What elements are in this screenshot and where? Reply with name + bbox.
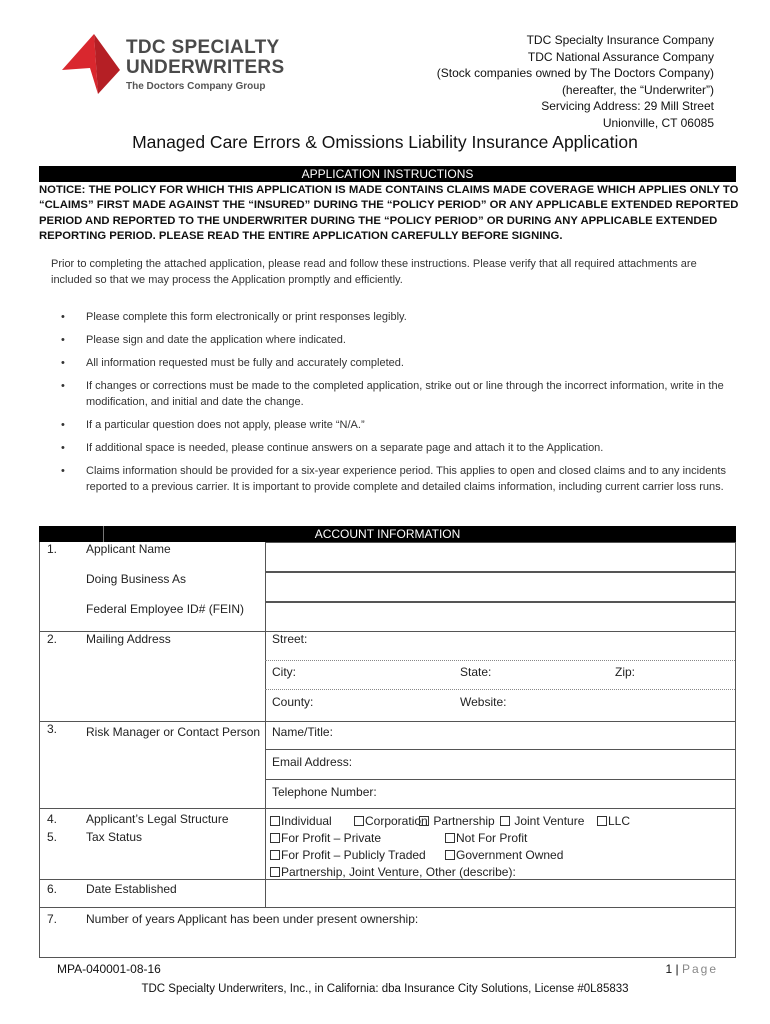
account-information-section — [39, 526, 736, 958]
field-divider — [265, 779, 735, 780]
telephone-number-field[interactable]: Telephone Number: — [272, 785, 377, 799]
corporation-checkbox[interactable]: Corporation — [354, 814, 428, 828]
applicant-name-label: Applicant Name — [86, 542, 171, 556]
instructions-heading-bar: APPLICATION INSTRUCTIONS — [39, 166, 736, 182]
not-for-profit-checkbox[interactable]: Not For Profit — [445, 831, 527, 845]
bullet-icon: • — [61, 442, 65, 454]
mailing-address-label: Mailing Address — [86, 632, 171, 646]
checkbox-icon — [597, 816, 607, 826]
checkbox-icon — [354, 816, 364, 826]
bullet-icon: • — [61, 334, 65, 346]
header-line: (Stock companies owned by The Doctors Company) — [436, 66, 714, 80]
partnership-checkbox[interactable]: Partnership — [419, 814, 495, 828]
header-line: (hereafter, the “Underwriter”) — [561, 82, 714, 97]
list-item: • If a particular question does not apply, please write “N/A.” — [61, 419, 365, 431]
joint-venture-checkbox[interactable]: Joint Venture — [500, 814, 584, 828]
account-information-heading-bar — [39, 526, 736, 542]
row-divider — [39, 721, 736, 722]
checkbox-icon — [419, 816, 429, 826]
street-field[interactable]: Street: — [272, 632, 308, 646]
license-statement: TDC Specialty Underwriters, Inc., in California: dba Insurance City Solutions, License #0L85833 — [141, 983, 629, 995]
contact-person-label: Risk Manager or Contact Person — [86, 725, 261, 739]
list-item: • Please complete this form electronically or print responses legibly. — [61, 311, 407, 323]
table-border-bottom — [39, 957, 736, 958]
other-structure-checkbox[interactable]: Partnership, Joint Venture, Other (describe): — [270, 865, 516, 879]
list-item: • Claims information should be provided for a six-year experience period. This applies to open and closed claims and to any incidents reported to a previous carrier. It is important to provide complete and detailed claims information, including current carrier loss runs. — [61, 465, 726, 493]
company-logo — [60, 32, 290, 102]
question-number: 1. — [47, 542, 58, 556]
county-field[interactable]: County: — [272, 695, 314, 709]
list-item: • All information requested must be fully and accurately completed. — [61, 357, 404, 369]
for-profit-public-checkbox[interactable]: For Profit – Publicly Traded — [270, 848, 426, 862]
prior-instructions-paragraph: Prior to completing the attached application, please read and follow these instructions. Please verify that all required attachments are included so that we may process the Application promptly and efficiently. — [51, 258, 697, 286]
date-established-label: Date Established — [86, 882, 177, 896]
legal-structure-label: Applicant’s Legal Structure — [86, 812, 229, 826]
checkbox-icon — [445, 850, 455, 860]
header-line: Unionville, CT 06085 — [602, 115, 714, 130]
claims-made-notice: NOTICE: THE POLICY FOR WHICH THIS APPLICATION IS MADE CONTAINS CLAIMS MADE COVERAGE WHICH APPLIES ONLY TO “CLAIMS” FIRST MADE AGAINST THE “INSURED” DURING THE “POLICY PERIOD” OR ANY APPLICABLE EXTENDED REPORTED PERIOD AND REPORTED TO THE UNDERWRITER DURING THE “POLICY PERIOD” OR DURING ANY APPLICABLE EXTENDED REPORTING PERIOD. PLEASE READ THE ENTIRE APPLICATION CAREFULLY BEFORE SIGNING. — [39, 184, 739, 242]
bullet-icon: • — [61, 380, 65, 392]
field-divider — [265, 749, 735, 750]
column-divider — [265, 632, 266, 722]
logo-chevron-icon — [60, 32, 126, 96]
account-information-heading: ACCOUNT INFORMATION — [314, 527, 461, 541]
government-owned-checkbox[interactable]: Government Owned — [445, 848, 563, 862]
table-border-left — [39, 542, 40, 958]
list-item: • Please sign and date the application where indicated. — [61, 334, 346, 346]
field-divider — [265, 689, 735, 690]
website-field[interactable]: Website: — [460, 695, 507, 709]
instruction-bullet-list — [58, 309, 728, 502]
question-number: 6. — [47, 882, 58, 896]
years-under-ownership-field[interactable] — [499, 910, 729, 950]
bullet-icon: • — [61, 311, 65, 323]
page-number: 1 | Page — [665, 962, 718, 976]
field-divider — [265, 660, 735, 661]
date-established-field[interactable] — [265, 880, 736, 908]
bullet-icon: • — [61, 419, 65, 431]
checkbox-icon — [445, 833, 455, 843]
bullet-icon: • — [61, 357, 65, 369]
checkbox-icon — [500, 816, 510, 826]
question-number: 5. — [47, 830, 58, 844]
header-address-block — [437, 32, 714, 131]
doing-business-as-label: Doing Business As — [86, 572, 187, 586]
llc-checkbox[interactable]: LLC — [597, 814, 630, 828]
logo-wordmark-line2: UNDERWRITERS — [126, 57, 285, 78]
city-field[interactable]: City: — [272, 665, 296, 679]
header-line: TDC National Assurance Company — [527, 49, 714, 64]
column-divider — [265, 809, 266, 879]
question-number: 7. — [47, 912, 58, 926]
bar-divider — [103, 526, 104, 542]
individual-checkbox[interactable]: Individual — [270, 814, 332, 828]
for-profit-private-checkbox[interactable]: For Profit – Private — [270, 831, 381, 845]
column-divider — [265, 722, 266, 808]
fein-field[interactable] — [265, 602, 736, 632]
name-title-field[interactable]: Name/Title: — [272, 725, 333, 739]
tax-status-label: Tax Status — [86, 830, 143, 844]
logo-wordmark-line1: TDC SPECIALTY — [126, 37, 280, 58]
email-address-field[interactable]: Email Address: — [272, 755, 353, 769]
header-line: Servicing Address: 29 Mill Street — [541, 99, 714, 113]
document-title: Managed Care Errors & Omissions Liability Insurance Application — [132, 132, 638, 152]
list-item: • If additional space is needed, please continue answers on a separate page and attach it to the Application. — [61, 442, 604, 454]
header-line: TDC Specialty Insurance Company — [526, 33, 714, 47]
list-item: • If changes or corrections must be made to the completed application, strike out or line through the incorrect information, write in the modification, and initial and date the change. — [61, 380, 724, 408]
question-number: 3. — [47, 722, 58, 736]
fein-label: Federal Employee ID# (FEIN) — [86, 602, 245, 616]
applicant-name-field[interactable] — [265, 542, 736, 572]
years-under-ownership-label: Number of years Applicant has been under present ownership: — [86, 912, 419, 926]
logo-tagline: The Doctors Company Group — [126, 81, 266, 92]
form-code: MPA-040001-08-16 — [57, 962, 161, 976]
zip-field[interactable]: Zip: — [615, 665, 636, 679]
doing-business-as-field[interactable] — [265, 572, 736, 602]
checkbox-icon — [270, 867, 280, 877]
question-number: 4. — [47, 812, 58, 826]
checkbox-icon — [270, 816, 280, 826]
row-divider — [39, 907, 736, 908]
checkbox-icon — [270, 850, 280, 860]
question-number: 2. — [47, 632, 58, 646]
row-divider — [39, 808, 736, 809]
checkbox-icon — [270, 833, 280, 843]
state-field[interactable]: State: — [460, 665, 492, 679]
bullet-icon: • — [61, 465, 65, 477]
